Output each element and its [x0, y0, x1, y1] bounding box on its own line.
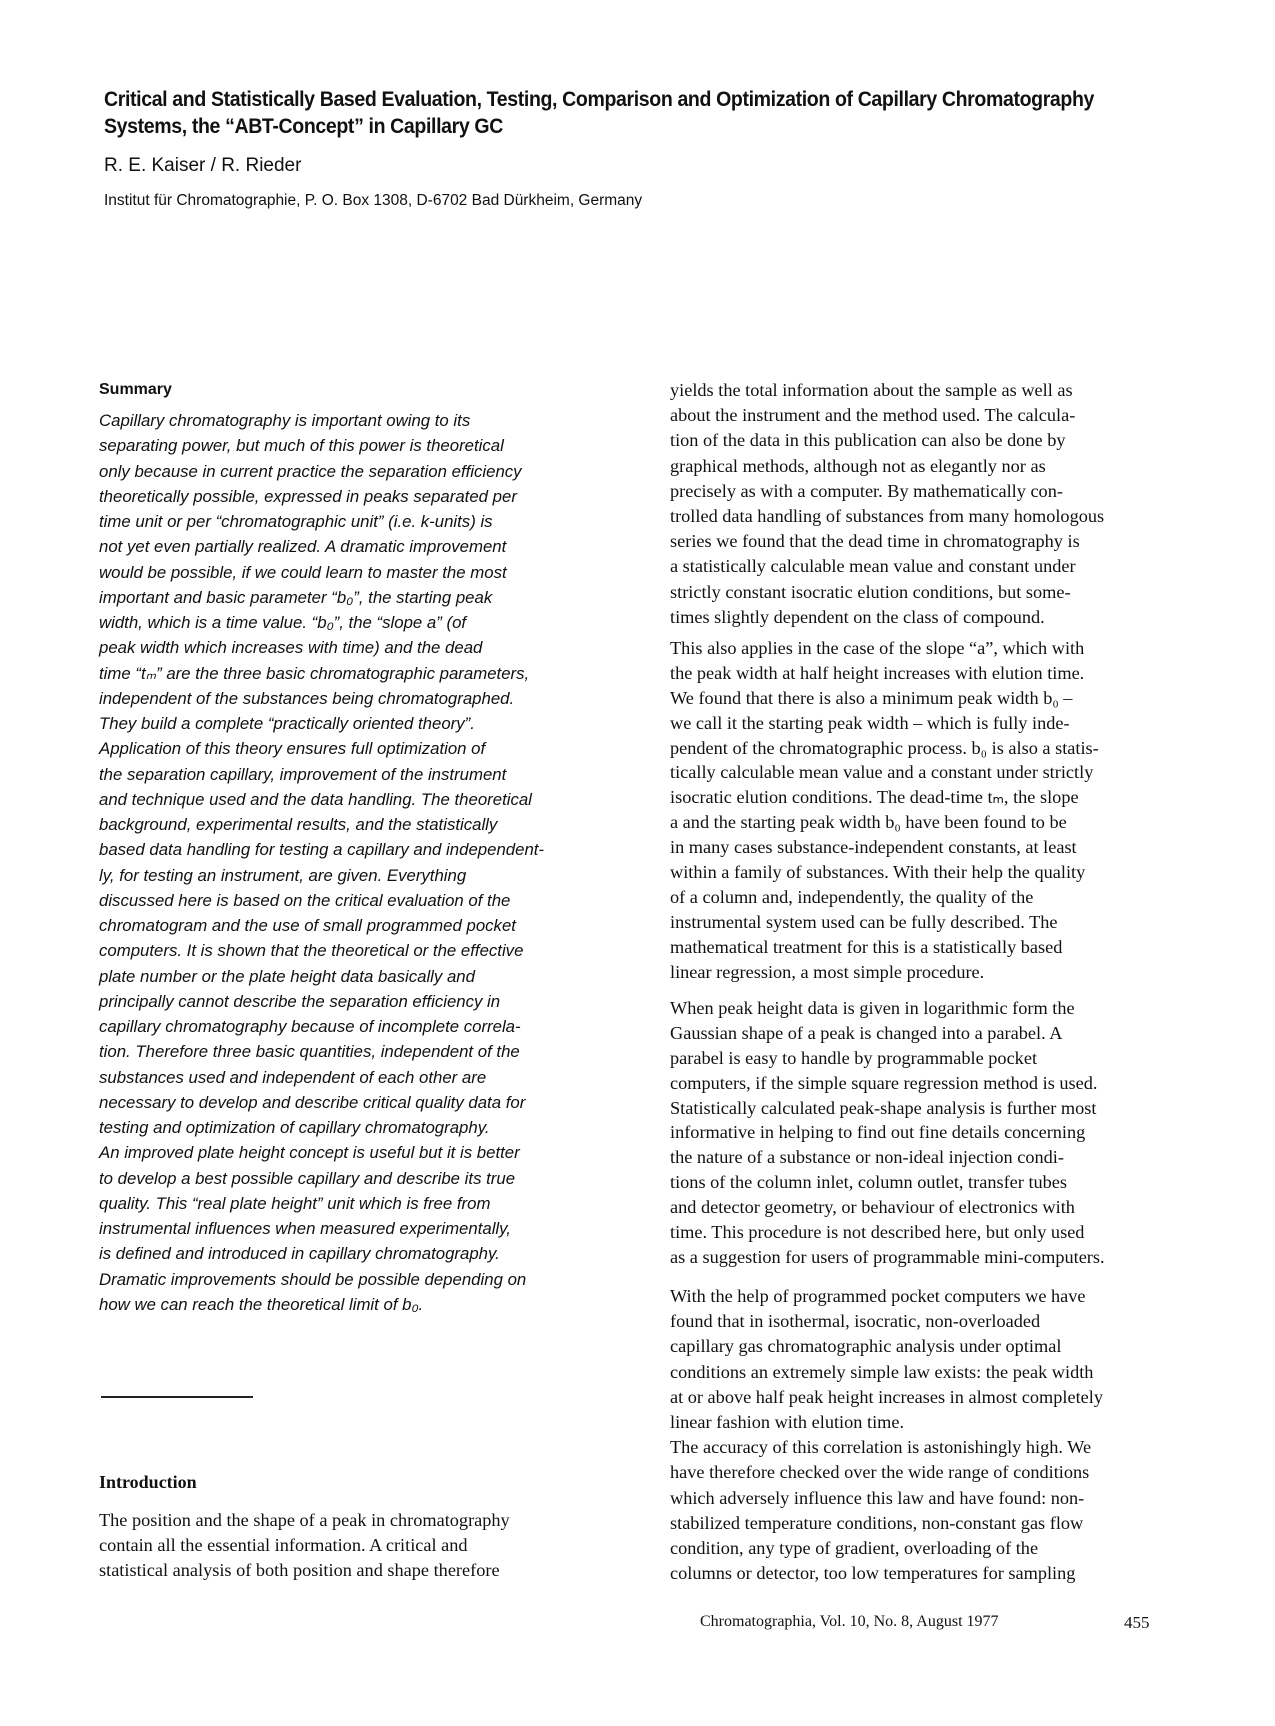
text-line: width, which is a time value. “b₀”, the “slope a” (of — [99, 613, 467, 632]
text-line: contain all the essential information. A critical and — [99, 1534, 468, 1555]
text-line: pendent of the chromatographic process. b₀ is also a statis- — [670, 737, 1099, 758]
text-line: time unit or per “chromatographic unit” (i.e. k-units) is — [99, 512, 493, 531]
text-line: Statistically calculated peak-shape analysis is further most — [670, 1097, 1097, 1118]
text-line: capillary chromatography because of incomplete correla- — [99, 1017, 521, 1036]
text-line: independent of the substances being chromatographed. — [99, 688, 515, 708]
text-line: peak width which increases with time) and the dead — [99, 638, 483, 658]
text-line: Application of this theory ensures full optimization of — [99, 739, 486, 759]
text-line: theoretically possible, expressed in peaks separated per — [99, 486, 517, 506]
text-line: based data handling for testing a capillary and independent- — [99, 840, 545, 860]
text-line: would be possible, if we could learn to master the most — [99, 562, 507, 582]
text-line: linear regression, a most simple procedure. — [670, 961, 985, 982]
text-line: the peak width at half height increases with elution time. — [670, 662, 1085, 683]
text-line: We found that there is also a minimum peak width b₀ – — [670, 687, 1073, 708]
page-number: 455 — [1124, 1613, 1150, 1632]
text-line: informative in helping to find out fine details concerning — [670, 1122, 1086, 1143]
text-line: necessary to develop and describe critical quality data for — [99, 1092, 526, 1112]
text-line: as a suggestion for users of programmable mini-computers. — [670, 1246, 1105, 1267]
text-line: a and the starting peak width b₀ have been found to be — [670, 812, 1067, 833]
text-line: tion. Therefore three basic quantities, independent of the — [99, 1042, 520, 1062]
text-line: instrumental system used can be fully described. The — [670, 911, 1058, 932]
authors: R. E. Kaiser / R. Rieder — [104, 155, 302, 176]
text-line: An improved plate height concept is useful but it is better — [99, 1143, 520, 1163]
body-paragraph-4 — [670, 1284, 1190, 1586]
text-line: The accuracy of this correlation is astonishingly high. We — [670, 1437, 1092, 1458]
text-line: This also applies in the case of the slope “a”, which with — [670, 638, 1085, 658]
text-line: within a family of substances. With their help the quality — [670, 862, 1086, 883]
text-line: principally cannot describe the separation efficiency in — [99, 991, 501, 1011]
body-paragraph-2 — [670, 636, 1190, 984]
text-line: strictly constant isocratic elution conditions, but some- — [670, 581, 1071, 602]
text-line: Capillary chromatography is important owing to its — [99, 411, 471, 430]
text-line: When peak height data is given in logarithmic form the — [670, 998, 1075, 1018]
introduction-paragraph — [99, 1508, 510, 1583]
text-line: and detector geometry, or behaviour of electronics with — [670, 1197, 1075, 1218]
text-line: testing and optimization of capillary chromatography. — [99, 1118, 490, 1137]
text-line: how we can reach the theoretical limit of b₀. — [99, 1294, 424, 1314]
text-line: found that in isothermal, isocratic, non-overloaded — [670, 1311, 1041, 1332]
text-line: computers. It is shown that the theoretical or the effective — [99, 941, 524, 961]
text-line: Gaussian shape of a peak is changed into a parabel. A — [670, 1022, 1063, 1043]
text-line: condition, any type of gradient, overloading of the — [670, 1537, 1039, 1558]
text-line: chromatogram and the use of small programmed pocket — [99, 916, 516, 935]
text-line: trolled data handling of substances from many homologous — [670, 505, 1105, 526]
text-line: tions of the column inlet, column outlet, transfer tubes — [670, 1172, 1068, 1193]
text-line: we call it the starting peak width – which is fully inde- — [670, 712, 1070, 733]
text-line: at or above half peak height increases in almost completely — [670, 1386, 1104, 1407]
text-line: separating power, but much of this power is theoretical — [99, 436, 504, 456]
text-line: mathematical treatment for this is a statistically based — [670, 936, 1063, 957]
text-line: graphical methods, although not as elegantly nor as — [670, 455, 1046, 476]
text-line: about the instrument and the method used. The calcula- — [670, 405, 1076, 426]
text-line: tically calculable mean value and a constant under strictly — [670, 762, 1094, 783]
journal-citation: Chromatographia, Vol. 10, No. 8, August 1977 — [700, 1613, 999, 1630]
text-line: and technique used and the data handling. The theoretical — [99, 789, 532, 809]
introduction-heading: Introduction — [99, 1472, 197, 1492]
text-line: times slightly dependent on the class of compound. — [670, 606, 1045, 627]
text-line: linear fashion with elution time. — [670, 1411, 905, 1432]
text-line: time. This procedure is not described here, but only used — [670, 1222, 1085, 1243]
text-line: plate number or the plate height data basically and — [99, 966, 475, 986]
text-line: which adversely influence this law and have found: non- — [670, 1487, 1085, 1508]
summary-text — [99, 408, 544, 1317]
text-line: to develop a best possible capillary and describe its true — [99, 1168, 516, 1188]
summary-heading: Summary — [99, 381, 172, 398]
text-line: statistical analysis of both position and shape therefore — [99, 1559, 500, 1580]
title-line-1: Critical and Statistically Based Evaluation, Testing, Comparison and Optimization of Capillary Chromatography — [104, 88, 1095, 111]
text-line: have therefore checked over the wide range of conditions — [670, 1462, 1090, 1483]
affiliation: Institut für Chromatographie, P. O. Box 1308, D-6702 Bad Dürkheim, Germany — [104, 192, 643, 209]
text-line: computers, if the simple square regression method is used. — [670, 1072, 1098, 1093]
text-line: conditions an extremely simple law exists: the peak width — [670, 1361, 1094, 1382]
text-line: a statistically calculable mean value and constant under — [670, 556, 1076, 577]
body-paragraph-1 — [670, 378, 1190, 630]
text-line: They build a complete “practically oriented theory”. — [99, 714, 475, 733]
text-line: important and basic parameter “b₀”, the starting peak — [99, 587, 493, 607]
paper-title — [104, 86, 1094, 140]
text-line: the separation capillary, improvement of the instrument — [99, 764, 507, 784]
text-line: instrumental influences when measured experimentally, — [99, 1219, 511, 1238]
text-line: in many cases substance-independent constants, at least — [670, 837, 1077, 858]
text-line: of a column and, independently, the quality of the — [670, 886, 1034, 907]
text-line: With the help of programmed pocket computers we have — [670, 1286, 1086, 1306]
title-line-2: Systems, the “ABT-Concept” in Capillary GC — [104, 115, 503, 138]
text-line: not yet even partially realized. A dramatic improvement — [99, 537, 507, 557]
text-line: isocratic elution conditions. The dead-time tₘ, the slope — [670, 787, 1079, 808]
text-line: series we found that the dead time in chromatography is — [670, 531, 1080, 552]
text-line: background, experimental results, and the statistically — [99, 815, 498, 834]
text-line: yields the total information about the sample as well as — [670, 380, 1073, 400]
text-line: the nature of a substance or non-ideal injection condi- — [670, 1147, 1064, 1168]
footnote-divider — [101, 1396, 253, 1398]
text-line: tion of the data in this publication can also be done by — [670, 430, 1066, 451]
text-line: quality. This “real plate height” unit which is free from — [99, 1193, 491, 1213]
text-line: columns or detector, too low temperatures for sampling — [670, 1563, 1076, 1584]
text-line: The position and the shape of a peak in chromatography — [99, 1510, 510, 1530]
text-line: is defined and introduced in capillary chromatography. — [99, 1244, 500, 1264]
text-line: discussed here is based on the critical evaluation of the — [99, 890, 511, 910]
text-line: substances used and independent of each other are — [99, 1067, 487, 1087]
text-line: only because in current practice the separation efficiency — [99, 461, 522, 481]
text-line: precisely as with a computer. By mathematically con- — [670, 480, 1063, 501]
body-paragraph-3 — [670, 996, 1190, 1270]
text-line: Dramatic improvements should be possible depending on — [99, 1269, 527, 1289]
text-line: parabel is easy to handle by programmable pocket — [670, 1047, 1038, 1068]
text-line: stabilized temperature conditions, non-constant gas flow — [670, 1512, 1084, 1533]
text-line: time “tₘ” are the three basic chromatographic parameters, — [99, 663, 530, 683]
text-line: capillary gas chromatographic analysis under optimal — [670, 1336, 1062, 1357]
text-line: ly, for testing an instrument, are given. Everything — [99, 865, 467, 885]
